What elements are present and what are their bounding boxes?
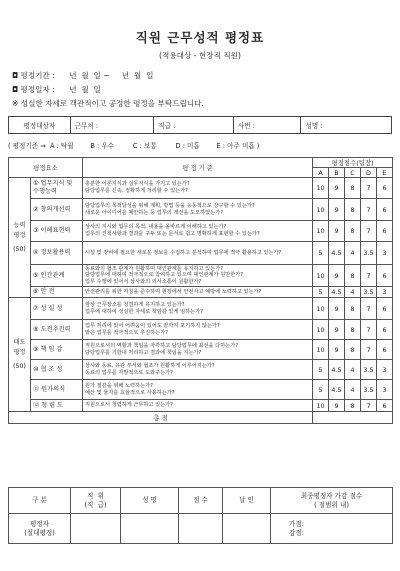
score-option[interactable]: 9 — [329, 320, 345, 340]
grade-header-c: C — [345, 168, 361, 178]
grade-header-e: E — [377, 168, 393, 178]
score-option[interactable]: 8 — [345, 400, 361, 412]
element-name: ⑨ 책 임 감 — [31, 340, 83, 360]
element-standard: 항상 근무장소를 청결하게 유지하고 있는가? 업무에 대하여 성실한 자세로 책임감 있게 임하는가? — [83, 298, 313, 320]
element-standard: 상사의 지시와 업무의 목적, 내용을 올바르게 이해하고 있는가? 업무의 진척사항과 결과를 구두 또는 문서로 쉽고 명확하게 표현할 수 있는가? — [83, 221, 313, 242]
total-score-cell[interactable] — [313, 412, 393, 424]
adjust-cell[interactable] — [271, 514, 393, 544]
score-option[interactable]: 6 — [377, 178, 393, 199]
element-name: ⑤ 인간관계 — [31, 265, 83, 287]
element-name: ⑩ 협 조 성 — [31, 360, 83, 380]
score-option[interactable]: 6 — [377, 320, 393, 340]
plus-label: 가점: — [289, 519, 304, 528]
score-option[interactable]: 10 — [313, 199, 329, 221]
score-option[interactable]: 3 — [377, 242, 393, 265]
category-ability — [9, 178, 31, 298]
table-row — [9, 199, 393, 221]
score-option[interactable]: 7 — [361, 320, 377, 340]
seal-header: 날 인 — [223, 488, 271, 514]
score-option[interactable]: 9 — [329, 298, 345, 320]
minus-label: 감점: — [289, 528, 304, 537]
grade-header-a: A — [313, 168, 329, 178]
element-name: ④ 정보활용력 — [31, 242, 83, 265]
score-option[interactable]: 7 — [361, 400, 377, 412]
score-option[interactable]: 9 — [329, 221, 345, 242]
table-row — [9, 320, 393, 340]
element-header: 평정요소 — [9, 158, 83, 178]
category-label: (50) — [13, 245, 26, 253]
score-option[interactable]: 5 — [313, 380, 329, 400]
element-standard: 시설 및 장비에 필요한 새로운 정보를 수집하고 분석하여 업무에 적극 활용하고 있는가? — [83, 242, 313, 265]
score-option[interactable]: 4.5 — [329, 360, 345, 380]
grade-header-d: D — [361, 168, 377, 178]
grade-criteria: ( 평정기준 ⇒ A : 탁월 B : 우수 C : 보통 D : 미흡 E : 아주 미흡 ) — [8, 142, 260, 150]
target-label: 평정대상자 — [9, 117, 71, 133]
score-option[interactable]: 9 — [329, 199, 345, 221]
category-label: 평정 — [13, 348, 26, 356]
score-option[interactable]: 9 — [329, 265, 345, 287]
score-option[interactable]: 4 — [345, 380, 361, 400]
grade-header-b: B — [329, 168, 345, 178]
score-option[interactable]: 7 — [361, 340, 377, 360]
element-standard: 안전관리를 위한 지침을 준수하며 현장에서 안전사고 예방에 노력하고 있는가? — [83, 287, 313, 298]
name-field[interactable]: 성명 : — [305, 122, 323, 130]
score-option[interactable]: 8 — [345, 178, 361, 199]
element-name: ⑫ 청 렴 도 — [31, 400, 83, 412]
element-standard: 직원으로서 청렴하게 근무하고 있는가? — [83, 400, 313, 412]
score-option[interactable]: 10 — [313, 265, 329, 287]
element-name: ⑥ 안 전 — [31, 287, 83, 298]
table-row — [9, 265, 393, 287]
score-option[interactable]: 8 — [345, 340, 361, 360]
date-value[interactable]: 년 월 일 — [69, 85, 101, 94]
element-name: ⑪ 원가의식 — [31, 380, 83, 400]
table-row — [9, 221, 393, 242]
standard-header: 평 정 기 준 — [83, 158, 313, 178]
score-option[interactable]: 10 — [313, 320, 329, 340]
score-option[interactable]: 7 — [361, 221, 377, 242]
table-row — [9, 287, 393, 298]
score-option[interactable]: 3 — [377, 287, 393, 298]
score-option[interactable]: 6 — [377, 400, 393, 412]
score-option[interactable]: 5 — [313, 360, 329, 380]
score-option[interactable]: 8 — [345, 221, 361, 242]
period-label: ◘ 평정기간 : — [12, 71, 55, 80]
table-row — [9, 400, 393, 412]
category-label: 능력 — [13, 221, 26, 229]
page-subtitle: (적용대상 - 현장직 직원) — [159, 51, 241, 60]
score-option[interactable]: 3 — [377, 360, 393, 380]
table-row — [9, 380, 393, 400]
score-option[interactable]: 3 — [377, 380, 393, 400]
element-standard: 업무 처리에 있어 어려움이 있어도 끝까지 포기하지 않는가? 맡은 업무를 적극적으로 추진하는가? — [83, 320, 313, 340]
score-option[interactable]: 7 — [361, 199, 377, 221]
score-option[interactable]: 9 — [329, 178, 345, 199]
notice-text: ※ 성실한 자세로 객관적이고 공정한 평정을 부탁드립니다. — [12, 99, 204, 108]
score-option[interactable]: 8 — [345, 298, 361, 320]
score-option[interactable]: 7 — [361, 178, 377, 199]
element-standard: 상사와 동료, 유관 부서와 협조가 원활하게 이루어지는가? 동료의 업무를 자발적으로 도와주는가? — [83, 360, 313, 380]
final-adjust-header: 최종평정자 가감 점수 ( 점범위 내) — [271, 488, 393, 514]
period-value[interactable]: 년 월 일 ~ 년 월 일 — [69, 71, 154, 80]
score-option[interactable]: 4 — [345, 287, 361, 298]
category-label: 태도 — [13, 338, 26, 346]
page-title: 직원 근무성적 평정표 — [135, 30, 265, 45]
category-label: 평정 — [13, 231, 26, 239]
evaluator-seal-cell[interactable] — [223, 514, 271, 544]
evaluator-name-cell[interactable] — [121, 514, 179, 544]
evaluator-score-cell[interactable] — [179, 514, 223, 544]
date-label: ◘ 평정일자 : — [12, 85, 55, 94]
score-option[interactable]: 8 — [345, 320, 361, 340]
evaluator-label: 평정자 (절대평정) — [9, 514, 71, 544]
score-option[interactable]: 6 — [377, 199, 393, 221]
score-option[interactable]: 6 — [377, 265, 393, 287]
score-option[interactable]: 6 — [377, 221, 393, 242]
div-header: 구 분 — [9, 488, 71, 514]
score-option[interactable]: 6 — [377, 298, 393, 320]
score-option[interactable]: 10 — [313, 221, 329, 242]
table-row — [9, 298, 393, 320]
score-option[interactable]: 6 — [377, 340, 393, 360]
element-standard: 충분한 이론지식과 실무지식을 가지고 있는가? 담당업무를 신속, 정확하게 처리할 수 있는가? — [83, 178, 313, 199]
score-option[interactable]: 5 — [313, 242, 329, 265]
element-name: ③ 이해표현력 — [31, 221, 83, 242]
total-row — [9, 412, 393, 424]
table-row — [9, 340, 393, 360]
category-label: (50) — [13, 362, 26, 370]
employee-id-field[interactable]: 사번 : — [234, 117, 302, 133]
element-name: ② 창의개선력 — [31, 199, 83, 221]
period-line — [12, 70, 153, 81]
rank-field[interactable]: 직급 : — [154, 117, 234, 133]
element-name: ⑦ 성 실 성 — [31, 298, 83, 320]
element-name: ⑧ 도전추진력 — [31, 320, 83, 340]
score-option[interactable]: 4.5 — [329, 380, 345, 400]
rank-header: 직 위 (직 급) — [71, 488, 121, 514]
score-option[interactable]: 4 — [345, 242, 361, 265]
element-standard: 동료와의 협조 관계가 원활하며 대인관계를 유지하고 있는가? 담당업무에 대하여 적극적으로 참여하고 있으며 대인관계가 원만한가? 업무 수행에 있어서 상사와의 의사소통이 원활한가? — [83, 265, 313, 287]
score-option[interactable]: 7 — [361, 265, 377, 287]
score-option[interactable]: 9 — [329, 340, 345, 360]
signature-table — [8, 487, 393, 544]
score-option[interactable]: 3.5 — [361, 380, 377, 400]
table-row — [9, 360, 393, 380]
evaluator-rank-cell[interactable] — [71, 514, 121, 544]
score-option[interactable]: 4 — [345, 360, 361, 380]
dept-field[interactable]: 근무처 : — [71, 117, 155, 133]
score-option[interactable]: 7 — [361, 298, 377, 320]
score-col-header: 점 수 — [179, 488, 223, 514]
score-option[interactable]: 8 — [345, 265, 361, 287]
score-option[interactable]: 3.5 — [361, 242, 377, 265]
total-label: 총 점 — [9, 412, 313, 424]
score-option[interactable]: 3.5 — [361, 287, 377, 298]
score-option[interactable]: 10 — [313, 178, 329, 199]
evaluation-table — [8, 157, 393, 424]
element-standard: 담당업무의 목적달성을 위해 계획, 방법 등을 능동적으로 강구할 수 있는가? 새로운 아이디어를 제안하는 등 업무의 개선을 도모하였는가? — [83, 199, 313, 221]
score-option[interactable]: 10 — [313, 340, 329, 360]
score-option[interactable]: 4.5 — [329, 287, 345, 298]
name-header: 성 명 — [121, 488, 179, 514]
score-option[interactable]: 3.5 — [361, 360, 377, 380]
score-option[interactable]: 4.5 — [329, 242, 345, 265]
element-standard: 원가 절감을 위해 노력하는가? 예산 및 물자를 효율적으로 사용하는가? — [83, 380, 313, 400]
score-option[interactable]: 10 — [313, 298, 329, 320]
category-attitude — [9, 298, 31, 412]
target-info-box — [8, 116, 392, 134]
date-line — [12, 84, 101, 95]
score-option[interactable]: 5 — [313, 287, 329, 298]
table-row — [9, 242, 393, 265]
element-name: ① 업무지식 및 수행능력 — [31, 178, 83, 199]
score-header: 평정점수(팀장) — [313, 158, 393, 168]
element-standard: 직원으로서의 역할과 책임을 자각하고 담당업무에 최선을 다하는가? 담당업무를 기한내 처리하고 결과에 책임을 지는가? — [83, 340, 313, 360]
table-row — [9, 178, 393, 199]
score-option[interactable]: 9 — [329, 400, 345, 412]
score-option[interactable]: 8 — [345, 199, 361, 221]
score-option[interactable]: 10 — [313, 400, 329, 412]
